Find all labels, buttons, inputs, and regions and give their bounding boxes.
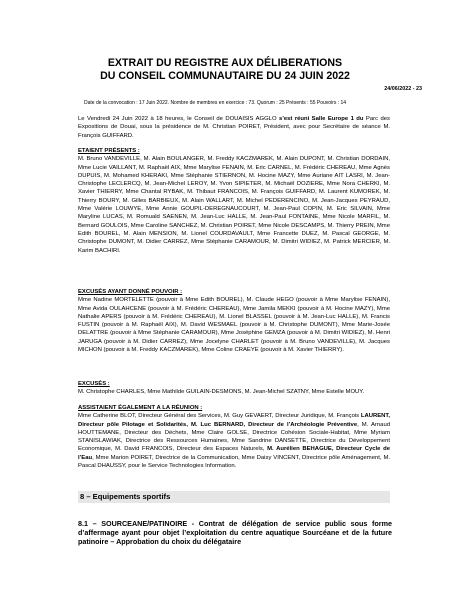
title-line-2: DU CONSEIL COMMUNAUTAIRE DU 24 JUIN 2022 <box>100 70 350 82</box>
attending-heading: ASSISTAIENT ÉGALEMENT A LA RÉUNION : <box>78 405 203 411</box>
powers-section <box>78 288 390 354</box>
intro-part-1: Le Vendredi 24 Juin 2022 à 18 heures, le Conseil de DOUAISIS AGGLO <box>78 116 279 122</box>
convocation-line: Date de la convocation : 17 Juin 2022. Nombre de membres en exercice : 73. Quorum : 25 Présents : 55 Pouvoirs : 14 <box>84 100 347 106</box>
present-heading: ETAIENT PRÉSENTS : <box>78 148 140 154</box>
attending-bold-2: M. Aurélien BEHAGUE, Directeur Cycle de l’Eau <box>78 446 390 461</box>
intro-bold: s’est réuni Salle Europe 1 du <box>278 116 364 122</box>
document-title <box>0 57 450 83</box>
section-band: 8 – Equipements sportifs <box>78 491 390 503</box>
present-section <box>78 147 390 255</box>
section-title: 8.1 – SOURCEANE/PATINOIRE - Contrat de délégation de service public sous forme d’affermage ayant pour objet l’exploitation du centre aquatique Sourcéane et de la future patinoire – Approbation du choix du délégataire <box>78 519 392 547</box>
excused-list: M. Christophe CHARLES, Mme Mathilde GUILAIN-DESMONS, M. Jean-Michel SZATNY, Mme Estelle MOUY. <box>78 389 365 396</box>
intro-paragraph <box>78 115 390 140</box>
present-list: M. Bruno VANDEVILLE, M. Alain BOULANGER, M. Freddy KACZMAREK, M. Alain DUPONT, M. Christian DORDAIN, Mme Lucie VAILLANT, M. Raphaël AIX, Mme Marylise FENAIN, M. Eric CARNEL, M. Frédéric CHEREAU, Mme Agnès DUPUIS, M. Mohamed KHERAKI, Mme Stéphanie STIERNON, M. Hocine MAZY, Mme Auriane AIT LASRI, M. Jean-Christophe LECLERCQ, M. Jean-Michel LEROY, M. Yvon SIPIETER, M. Michaël DOZIERE, Mme Nora CHERKI, M. Xavier THIERRY, Mme Chantal RYBAK, M. Thibaut FRANCOIS, M. François GUIFFARD, M. Laurent KUMOREK, M. Thierry BOURY, M. Gilles BARBIEUX, M. Alain WALLART, M. Michel PEDERENCINO, M. Jean-Jacques PEYRAUD, Mme Valérie LOUWYE, Mme Annie GOUPIL-DEREGNAUCOURT, M. Jean-Paul COPIN, M. Eric SILVAIN, Mme Maryline LUCAS, M. Romuald SAENEN, M. Jean-Luc HALLE, M. Jean-Paul FONTAINE, Mme Nicole MARFIL, M. Bernard GOULOIS, Mme Caroline SANCHEZ, M. Christian POIRET, Mme Nicole DESCAMPS, M. Thierry PREIN, Mme Edith BOUREL, M. Alain MENSION, M. Lionel COURDAVAULT, Mme Francette DUEZ, M. Pascal GEORGE, M. Christophe DUMONT, M. Didier CARREZ, Mme Stéphanie CARAMOUR, M. Dimitri WIDIEZ, M. Patrick MERCIER, M. Karim BACHIRI. <box>78 156 390 254</box>
attending-part-3: , Mme Marion POIRET, Directrice de la Communication, Mme Daisy VINCENT, Directrice pôle Aménagement, M. Pascal DHAUSSY, pour le Service Technologies Information. <box>78 454 390 470</box>
excused-heading: EXCUSÉS : <box>78 381 110 387</box>
deliberation-reference: 24/06/2022 - 23 <box>384 86 422 92</box>
title-line-1: EXTRAIT DU REGISTRE AUX DÉLIBERATIONS <box>107 57 343 69</box>
excused-section <box>78 380 390 397</box>
powers-list: Mme Nadine MORTELETTE (pouvoir à Mme Edith BOUREL), M. Claude HEGO (pouvoir à Mme Marylise FENAIN), Mme Avida OULAHCENE (pouvoir à M. Frédéric CHEREAU), Mme Jamila MEKKI (pouvoir à M. Hocine MAZY), Mme Nathalie APERS (pouvoir à M. Frédéric CHEREAU), M. Lionel BLASSEL (pouvoir à M. Jean-Luc HALLE), M. Francis FUSTIN (pouvoir à M. Raphaël AIX), M. David WESMAEL (pouvoir à M. Christophe DUMONT), Mme Marie-Josée DELATTRE (pouvoir à Mme Stéphanie CARAMOUR), Mme Joséphine GEMZA (pouvoir à M. Dimitri WIDIEZ), M. Henri JARUGA (pouvoir à M. Didier CARREZ), Mme Jocelyne CHARLET (pouvoir à M. Bruno VANDEVILLE), M. Jacques MICHON (pouvoir à M. Freddy KACZMAREK), Mme Coline CRAEYE (pouvoir à M. Xavier THIERRY). <box>78 297 390 354</box>
attending-part-2: , M. Arnaud HOUTTEMANE, Directeur des Déchets, Mme Claire GOLSE, Directrice Cohésion Sociale-Habitat, Mme Myriam STANISLAWIAK, Directrice des Ressources Humaines, Mme Sandrine DANSETTE, Directrice du Développement Economique, M. David FRANCOIS, Directeur des Espaces Naturels, <box>78 421 390 453</box>
attending-bold-1: LAURENT, Directeur pôle Pilotage et Solidarités, M. Luc BERNARD, Directeur de l’Archéologie Préventive <box>78 413 390 428</box>
intro-part-2: Parc des Expositions de Douai, sous la présidence de M. Christian POIRET, Président, avec pour Secrétaire de séance M. François GUIFFARD. <box>78 116 390 139</box>
powers-heading: EXCUSÉS AYANT DONNÉ POUVOIR : <box>78 289 183 295</box>
attending-part-1: Mme Catherine BLOT, Directeur Général des Services, M. Guy GEVAERT, Directeur Juridique, M. François <box>78 413 361 420</box>
attending-section <box>78 404 390 470</box>
